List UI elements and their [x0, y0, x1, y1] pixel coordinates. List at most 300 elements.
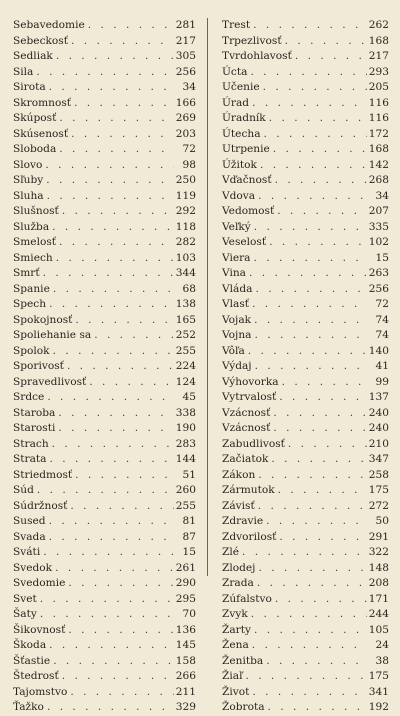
index-page-number: 34: [182, 81, 196, 93]
index-page-number: 15: [375, 251, 389, 264]
index-entry: [13, 158, 196, 174]
index-entry: [13, 685, 196, 701]
index-entry: [13, 499, 196, 515]
index-entry: [222, 266, 389, 282]
index-page-number: 105: [368, 623, 389, 636]
index-term: Sirota: [13, 81, 46, 93]
dot-leader: [254, 220, 367, 236]
index-page-number: 68: [182, 282, 196, 295]
index-term: Zrada: [222, 577, 254, 589]
index-entry: [13, 313, 196, 329]
index-entry: [13, 266, 196, 282]
dot-leader: [258, 468, 366, 484]
index-entry: [222, 499, 389, 515]
dot-leader: [46, 173, 174, 189]
dot-leader: [56, 49, 174, 65]
index-entry: [13, 282, 196, 298]
index-term: Zabudlivosť: [222, 437, 285, 450]
index-term: Zlodej: [222, 561, 256, 574]
dot-leader: [266, 514, 367, 530]
dot-leader: [88, 18, 174, 34]
index-column-left: [13, 18, 196, 716]
index-term: Sporivosť: [13, 360, 64, 372]
index-entry: [222, 406, 389, 422]
dot-leader: [268, 700, 367, 716]
index-term: Vojna: [222, 329, 252, 341]
index-entry: [13, 80, 196, 96]
index-entry: [222, 313, 389, 329]
index-page-number: 322: [368, 546, 389, 558]
index-term: Šikovnosť: [13, 623, 66, 636]
index-term: Zármutok: [222, 484, 275, 496]
index-term: Výhovorka: [222, 375, 279, 388]
index-entry: [13, 514, 196, 530]
index-page-number: 165: [175, 313, 196, 326]
dot-leader: [266, 654, 367, 670]
dot-leader: [59, 111, 173, 127]
index-term: Skúsenosť: [13, 127, 69, 140]
dot-leader: [49, 452, 173, 468]
index-entry: [222, 483, 389, 499]
index-page-number: 171: [368, 592, 389, 605]
dot-leader: [285, 34, 367, 50]
dot-leader: [58, 421, 173, 437]
index-page-number: 335: [368, 220, 389, 233]
column-divider: [207, 18, 208, 576]
dot-leader: [277, 204, 367, 220]
index-entry: [13, 251, 196, 267]
dot-leader: [275, 173, 367, 189]
index-entry: [222, 18, 389, 34]
index-page-number: 256: [175, 65, 196, 78]
index-entry: [13, 700, 196, 716]
index-term: Vojak: [222, 313, 252, 326]
index-page-number: 217: [175, 34, 196, 47]
index-page-number: 144: [175, 453, 196, 465]
index-term: Štedrosť: [13, 670, 59, 682]
index-term: Šťastie: [13, 654, 51, 667]
index-entry: [13, 669, 196, 685]
index-entry: [13, 297, 196, 313]
index-entry: [222, 297, 389, 313]
dot-leader: [275, 592, 367, 608]
index-entry: [222, 142, 389, 158]
index-page-number: 172: [368, 127, 389, 140]
index-term: Staroba: [13, 406, 56, 419]
index-entry: [13, 344, 196, 360]
index-entry: [13, 638, 196, 654]
index-term: Strata: [13, 453, 47, 465]
index-entry: [222, 654, 389, 670]
index-entry: [13, 406, 196, 422]
index-page-number: 293: [368, 65, 389, 78]
index-term: Spokojnosť: [13, 313, 73, 326]
index-page-number: 272: [368, 499, 389, 512]
index-entry: [13, 654, 196, 670]
dot-leader: [255, 282, 366, 298]
index-entry: [13, 34, 196, 50]
index-entry: [222, 545, 389, 561]
index-page-number: 72: [182, 143, 196, 155]
dot-leader: [273, 406, 366, 422]
index-term: Svedok: [13, 561, 53, 574]
index-page-number: 203: [175, 127, 196, 140]
index-entry: [222, 576, 389, 592]
index-entry: [13, 452, 196, 468]
index-entry: [222, 251, 389, 267]
index-entry: [222, 607, 389, 623]
dot-leader: [248, 344, 367, 360]
index-entry: [222, 204, 389, 220]
index-term: Slušnosť: [13, 205, 59, 217]
index-page-number: 255: [175, 344, 196, 357]
index-entry: [222, 390, 389, 406]
index-page-number: 261: [175, 561, 196, 574]
index-page-number: 252: [175, 329, 196, 341]
index-term: Vláda: [222, 282, 253, 295]
dot-leader: [249, 266, 367, 282]
index-page-number: 98: [182, 158, 196, 171]
index-term: Výdaj: [222, 360, 252, 372]
index-term: Sused: [13, 515, 46, 527]
index-term: Vedomosť: [222, 205, 275, 217]
index-term: Úžitok: [222, 158, 257, 171]
dot-leader: [254, 623, 367, 639]
index-entry: [222, 359, 389, 375]
index-entry: [13, 545, 196, 561]
index-term: Žiaľ: [222, 670, 243, 682]
index-page-number: 250: [175, 174, 196, 186]
index-entry: [13, 576, 196, 592]
index-page-number: 224: [175, 360, 196, 372]
index-term: Spolok: [13, 344, 50, 357]
dot-leader: [269, 235, 367, 251]
index-term: Úradník: [222, 112, 266, 124]
index-entry: [222, 592, 389, 608]
dot-leader: [263, 80, 367, 96]
dot-leader: [36, 65, 173, 81]
dot-leader: [43, 545, 174, 561]
index-page-number: 145: [175, 639, 196, 651]
index-page-number: 15: [182, 546, 196, 558]
dot-leader: [264, 127, 367, 143]
index-page-number: 87: [182, 530, 196, 543]
index-entry: [13, 328, 196, 344]
index-page-number: 168: [368, 143, 389, 155]
index-entry: [222, 468, 389, 484]
dot-leader: [282, 375, 367, 391]
dot-leader: [70, 685, 173, 701]
index-term: Zlé: [222, 546, 240, 558]
index-page-number: 41: [375, 360, 389, 372]
index-page-number: 208: [368, 577, 389, 589]
index-entry: [222, 282, 389, 298]
index-term: Striedmosť: [13, 468, 73, 481]
index-term: Ženitba: [222, 654, 264, 667]
dot-leader: [53, 282, 174, 298]
index-term: Vlasť: [222, 298, 250, 310]
dot-leader: [53, 344, 174, 360]
index-entry: [222, 375, 389, 391]
dot-leader: [258, 499, 367, 515]
index-page-number: 217: [368, 50, 389, 62]
index-term: Smelosť: [13, 236, 57, 248]
index-page-number: 34: [375, 189, 389, 202]
index-term: Vzácnosť: [222, 406, 271, 419]
index-page-number: 175: [368, 484, 389, 496]
index-page-number: 266: [175, 670, 196, 682]
index-entry: [13, 375, 196, 391]
dot-leader: [71, 127, 174, 143]
index-entry: [13, 623, 196, 639]
index-page-number: 291: [368, 530, 389, 543]
index-term: Spech: [13, 298, 47, 310]
index-term: Srdce: [13, 391, 45, 403]
index-page-number: 258: [368, 468, 389, 481]
index-page-number: 81: [182, 515, 196, 527]
index-term: Vdova: [222, 189, 256, 202]
index-entry: [13, 204, 196, 220]
index-entry: [13, 437, 196, 453]
index-entry: [222, 111, 389, 127]
index-term: Úcta: [222, 65, 248, 78]
index-page-number: 282: [175, 236, 196, 248]
dot-leader: [47, 189, 174, 205]
index-page-number: 102: [368, 236, 389, 248]
index-entry: [13, 49, 196, 65]
dot-leader: [40, 592, 174, 608]
index-page-number: 72: [375, 298, 389, 310]
dot-leader: [74, 96, 174, 112]
index-page-number: 50: [375, 515, 389, 527]
index-page-number: 116: [368, 96, 389, 109]
index-page-number: 175: [368, 670, 389, 682]
dot-leader: [255, 359, 367, 375]
index-page-number: 240: [368, 406, 389, 419]
dot-leader: [49, 80, 174, 96]
index-term: Viera: [222, 251, 251, 264]
index-entry: [222, 452, 389, 468]
index-page-number: 192: [368, 701, 389, 713]
index-entry: [13, 127, 196, 143]
index-page-number: 295: [175, 592, 196, 605]
index-term: Škoda: [13, 639, 47, 651]
index-entry: [13, 235, 196, 251]
dot-leader: [271, 452, 366, 468]
index-page-number: 210: [368, 437, 389, 450]
index-page-number: 338: [175, 406, 196, 419]
index-page-number: 260: [175, 484, 196, 496]
index-entry: [222, 437, 389, 453]
dot-leader: [260, 158, 367, 174]
index-entry: [13, 142, 196, 158]
dot-leader: [251, 607, 367, 623]
index-entry: [222, 530, 389, 546]
index-page-number: 281: [175, 19, 196, 31]
dot-leader: [254, 313, 367, 329]
index-entry: [222, 158, 389, 174]
index-page-number: 51: [182, 468, 196, 481]
index-term: Zdvorilosť: [222, 530, 277, 543]
index-page-number: 158: [175, 654, 196, 667]
index-term: Slovo: [13, 158, 43, 171]
index-term: Služba: [13, 220, 50, 233]
dot-leader: [47, 390, 174, 406]
index-term: Smiech: [13, 251, 53, 264]
index-term: Utrpenie: [222, 143, 270, 155]
dot-leader: [68, 576, 173, 592]
index-term: Spravedlivosť: [13, 375, 87, 388]
index-term: Súdržnosť: [13, 499, 68, 512]
index-page-number: 344: [175, 267, 196, 279]
dot-leader: [252, 96, 367, 112]
index-term: Vďačnosť: [222, 174, 272, 186]
dot-leader: [254, 251, 367, 267]
dot-leader: [89, 375, 173, 391]
index-entry: [222, 421, 389, 437]
index-page-number: 292: [175, 205, 196, 217]
index-page-number: 136: [175, 623, 196, 636]
index-page-number: 329: [175, 701, 196, 713]
index-term: Žobrota: [222, 701, 265, 713]
index-page-number: 38: [375, 654, 389, 667]
index-term: Spanie: [13, 282, 50, 295]
index-page-number: 207: [368, 205, 389, 217]
dot-leader: [56, 251, 174, 267]
index-page-number: 70: [182, 608, 196, 620]
index-entry: [222, 65, 389, 81]
index-page-number: 268: [368, 174, 389, 186]
index-page-number: 138: [175, 298, 196, 310]
index-term: Zúfalstvo: [222, 592, 272, 605]
index-term: Strach: [13, 437, 49, 450]
index-term: Ťažko: [13, 701, 44, 713]
dot-leader: [62, 669, 174, 685]
index-page-number: 244: [368, 608, 389, 620]
dot-leader: [252, 638, 367, 654]
dot-leader: [52, 437, 174, 453]
index-term: Zdravie: [222, 515, 264, 527]
index-entry: [13, 561, 196, 577]
dot-leader: [253, 18, 367, 34]
index-entry: [13, 530, 196, 546]
dot-leader: [40, 607, 174, 623]
index-page-number: 118: [175, 220, 196, 233]
index-page-number: 305: [175, 50, 196, 62]
index-entry: [222, 623, 389, 639]
dot-leader: [279, 530, 366, 546]
index-term: Tvrdohlavosť: [222, 50, 292, 62]
index-page-number: 283: [175, 437, 196, 450]
index-entry: [222, 638, 389, 654]
index-term: Žena: [222, 639, 249, 651]
index-page-number: 190: [175, 422, 196, 434]
index-term: Sváti: [13, 546, 41, 558]
dot-leader: [258, 561, 366, 577]
dot-leader: [273, 142, 367, 158]
dot-leader: [49, 638, 174, 654]
index-entry: [222, 344, 389, 360]
index-entry: [222, 220, 389, 236]
dot-leader: [49, 530, 174, 546]
index-page-number: 211: [175, 685, 196, 698]
dot-leader: [47, 700, 174, 716]
index-term: Vytrvalosť: [222, 391, 277, 403]
dot-leader: [94, 328, 174, 344]
dot-leader: [49, 514, 174, 530]
index-entry: [13, 390, 196, 406]
dot-leader: [279, 390, 366, 406]
dot-leader: [58, 406, 173, 422]
index-entry: [222, 173, 389, 189]
index-page-number: 256: [368, 282, 389, 295]
index-page-number: 263: [368, 267, 389, 279]
index-entry: [222, 328, 389, 344]
index-term: Trpezlivosť: [222, 34, 282, 47]
index-term: Tajomstvo: [13, 685, 68, 698]
dot-leader: [68, 623, 173, 639]
dot-leader: [43, 266, 174, 282]
index-entry: [222, 514, 389, 530]
index-term: Vôľa: [222, 344, 245, 357]
dot-leader: [55, 561, 174, 577]
dot-leader: [71, 34, 174, 50]
index-entry: [222, 34, 389, 50]
index-term: Začiatok: [222, 453, 269, 465]
index-term: Sedliak: [13, 50, 53, 62]
index-term: Svet: [13, 592, 37, 605]
index-term: Spoliehanie sa: [13, 329, 92, 341]
dot-leader: [273, 421, 366, 437]
index-entry: [13, 607, 196, 623]
index-entry: [222, 235, 389, 251]
index-page-number: 140: [368, 344, 389, 357]
index-term: Sila: [13, 65, 34, 78]
index-entry: [222, 96, 389, 112]
index-entry: [222, 80, 389, 96]
index-page-number: 255: [175, 499, 196, 512]
index-entry: [13, 173, 196, 189]
index-term: Súd: [13, 484, 34, 496]
index-term: Život: [222, 685, 250, 698]
index-term: Sebeckosť: [13, 34, 69, 47]
index-term: Závisť: [222, 499, 255, 512]
dot-leader: [288, 437, 367, 453]
index-entry: [222, 189, 389, 205]
index-entry: [222, 561, 389, 577]
dot-leader: [67, 359, 174, 375]
dot-leader: [245, 669, 366, 685]
index-page-number: 148: [368, 561, 389, 574]
index-term: Starosti: [13, 422, 56, 434]
index-column-right: [222, 18, 389, 716]
index-page-number: 24: [375, 639, 389, 651]
index-page-number: 137: [368, 391, 389, 403]
index-page-number: 99: [375, 375, 389, 388]
index-entry: [13, 359, 196, 375]
index-page-number: 205: [368, 81, 389, 93]
index-term: Vzácnosť: [222, 422, 271, 434]
index-page-number: 166: [175, 96, 196, 109]
index-term: Sloboda: [13, 143, 57, 155]
index-term: Skromnosť: [13, 96, 72, 109]
index-entry: [13, 483, 196, 499]
index-entry: [13, 96, 196, 112]
index-page-number: 168: [368, 34, 389, 47]
index-page-number: 290: [175, 577, 196, 589]
dot-leader: [295, 49, 367, 65]
dot-leader: [250, 65, 366, 81]
